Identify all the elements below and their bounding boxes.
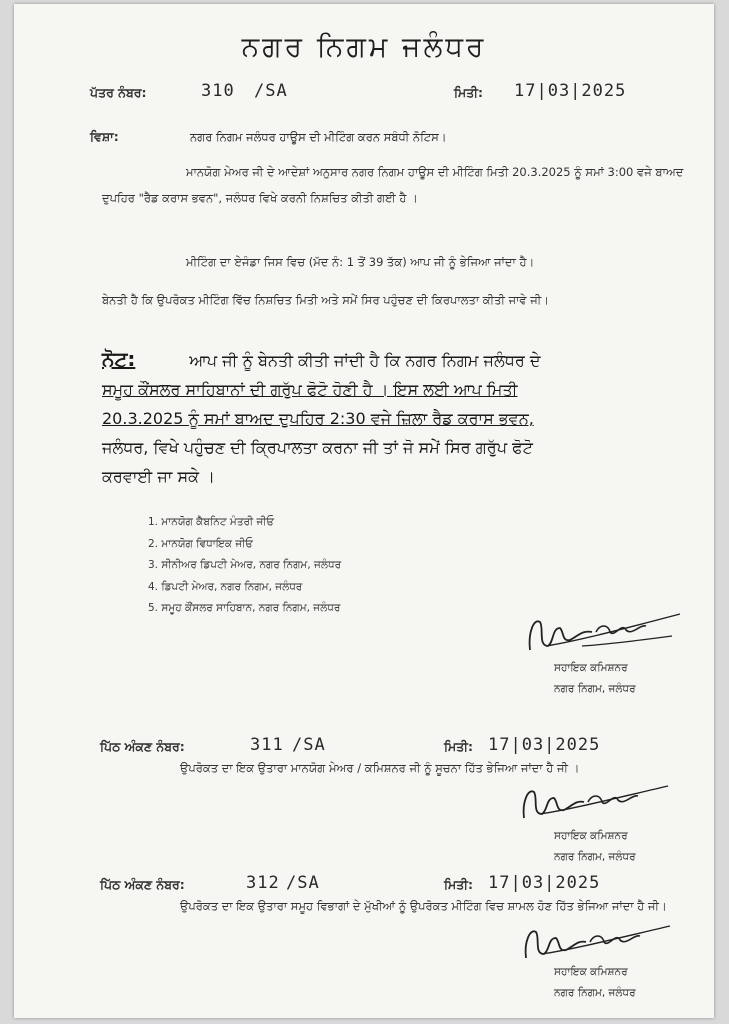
ref-suffix: /SA [254,81,288,101]
endorsement-2-signature-text [554,962,636,1004]
recipient-list [148,512,341,620]
list-item: 4. ਡਿਪਟੀ ਮੇਅਰ, ਨਗਰ ਨਿਗਮ, ਜਲੰਧਰ [148,580,303,593]
ref-label: ਪੱਤਰ ਨੰਬਰ: [90,85,147,100]
endorsement-2-number: 312 [246,873,280,893]
endorsement-2-text: ਉਪਰੋਕਤ ਦਾ ਇਕ ਉਤਾਰਾ ਸਮੂਹ ਵਿਭਾਗਾਂ ਦੇ ਮੁੱਖੀਆਂ ਨੂੰ ਉਪਰੋਕਤ ਮੀਟਿੰਗ ਵਿਚ ਸ਼ਾਮਲ ਹੋਣ ਹਿੱਤ ਭੇਜਿਆ ਜਾਂਦਾ ਹੈ ਜੀ। [180,899,667,913]
paragraph-1: ਮਾਨਯੋਗ ਮੇਅਰ ਜੀ ਦੇ ਆਦੇਸ਼ਾਂ ਅਨੁਸਾਰ ਨਗਰ ਨਿਗਮ ਹਾਊਸ ਦੀ ਮੀਟਿੰਗ ਮਿਤੀ 20.3.2025 ਨੂੰ ਸਮਾਂ 3:00 ਵਜੇ ਬਾਅਦ ਦੁਪਹਿਰ "ਰੈਡ ਕਰਾਸ ਭਵਨ", ਜਲੰਧਰ ਵਿਖੇ ਕਰਨੀ ਨਿਸ਼ਚਿਤ ਕੀਤੀ ਗਈ ਹੈ । [102,165,684,205]
note-block [102,345,688,491]
signature-title: ਸਹਾਇਕ ਕਮਿਸ਼ਨਰ [554,662,628,674]
subject-label: ਵਿਸ਼ਾ: [90,129,119,144]
paragraph-3: ਬੇਨਤੀ ਹੈ ਕਿ ਉਪਰੋਕਤ ਮੀਟਿੰਗ ਵਿੱਚ ਨਿਸ਼ਚਿਤ ਮਿਤੀ ਅਤੇ ਸਮੇਂ ਸਿਰ ਪਹੁੰਚਣ ਦੀ ਕਿਰਪਾਲਤਾ ਕੀਤੀ ਜਾਵੇ ਜੀ। [102,293,549,307]
paragraph-2: ਮੀਟਿੰਗ ਦਾ ਏਜੰਡਾ ਜਿਸ ਵਿਚ (ਮੱਦ ਨੰ: 1 ਤੋਂ 39 ਤੱਕ) ਆਪ ਜੀ ਨੂੰ ਭੇਜਿਆ ਜਾਂਦਾ ਹੈ। [186,255,535,269]
date-label: ਮਿਤੀ: [454,85,484,100]
endorsement-1-date-label: ਮਿਤੀ: [444,739,474,754]
page-title: ਨਗਰ ਨਿਗਮ ਜਲੰਧਰ [241,30,487,63]
signature-title: ਸਹਾਇਕ ਕਮਿਸ਼ਨਰ [554,966,628,978]
endorsement-1-date: 17|03|2025 [488,735,601,755]
signature-1-text [554,658,636,700]
note-line-3: 20.3.2025 ਨੂੰ ਸਮਾਂ ਬਾਅਦ ਦੁਪਹਿਰ 2:30 ਵਜੇ ਜ਼ਿਲਾ ਰੈਡ ਕਰਾਸ ਭਵਨ, [102,409,534,428]
subject-text: ਨਗਰ ਨਿਗਮ ਜਲੰਧਰ ਹਾਊਸ ਦੀ ਮੀਟਿੰਗ ਕਰਨ ਸਬੰਧੀ ਨੋਟਿਸ। [190,130,447,144]
list-item: 2. ਮਾਨਯੋਗ ਵਿਧਾਇਕ ਜੀਓ [148,537,253,550]
signature-image [518,776,678,828]
ref-number: 310 [201,81,235,101]
signature-org: ਨਗਰ ਨਿਗਮ, ਜਲੰਧਰ [554,683,636,695]
list-item: 5. ਸਮੂਹ ਕੌਂਸਲਰ ਸਾਹਿਬਾਨ, ਨਗਰ ਨਿਗਮ, ਜਲੰਧਰ [148,602,341,614]
list-item: 1. ਮਾਨਯੋਗ ਕੈਬਨਿਟ ਮੰਤਰੀ ਜੀਓ [148,516,275,528]
note-line-1: ਆਪ ਜੀ ਨੂੰ ਬੇਨਤੀ ਕੀਤੀ ਜਾਂਦੀ ਹੈ ਕਿ ਨਗਰ ਨਿਗਮ ਜਲੰਧਰ ਦੇ [189,351,541,370]
endorsement-2-label: ਪਿੱਠ ਅੰਕਣ ਨੰਬਰ: [100,877,185,892]
signature-org: ਨਗਰ ਨਿਗਮ, ਜਲੰਧਰ [554,987,636,999]
endorsement-1-signature-text [554,826,636,868]
signature-image [520,916,680,968]
signature-org: ਨਗਰ ਨਿਗਮ, ਜਲੰਧਰ [554,851,636,863]
endorsement-2-date: 17|03|2025 [488,873,601,893]
endorsement-1-suffix: /SA [292,735,326,755]
endorsement-1-label: ਪਿੱਠ ਅੰਕਣ ਨੰਬਰ: [100,739,185,754]
note-line-4: ਜਲੰਧਰ, ਵਿਖੇ ਪਹੁੰਚਣ ਦੀ ਕ੍ਰਿਪਾਲਤਾ ਕਰਨਾ ਜੀ ਤਾਂ ਜੋ ਸਮੇਂ ਸਿਰ ਗਰੁੱਪ ਫੋਟੋ [102,438,533,457]
list-item: 3. ਸੀਨੀਅਰ ਡਿਪਟੀ ਮੇਅਰ, ਨਗਰ ਨਿਗਮ, ਜਲੰਧਰ [148,559,342,571]
note-line-5: ਕਰਵਾਈ ਜਾ ਸਕੇ । [102,467,215,486]
document-page [14,4,714,1018]
endorsement-1-text: ਉਪਰੋਕਤ ਦਾ ਇਕ ਉਤਾਰਾ ਮਾਨਯੋਗ ਮੇਅਰ / ਕਮਿਸ਼ਨਰ ਜੀ ਨੂੰ ਸੂਚਨਾ ਹਿੱਤ ਭੇਜਿਆ ਜਾਂਦਾ ਹੈ ਜੀ । [180,761,580,775]
date-value: 17|03|2025 [514,81,627,101]
note-line-2: ਸਮੂਹ ਕੌਂਸਲਰ ਸਾਹਿਬਾਨਾਂ ਦੀ ਗਰੁੱਪ ਫੋਟੋ ਹੋਣੀ ਹੈ । ਇਸ ਲਈ ਆਪ ਮਿਤੀ [102,380,518,399]
signature-image [522,602,692,662]
endorsement-2-date-label: ਮਿਤੀ: [444,877,474,892]
note-heading: ਨੋਟ: [102,347,136,371]
endorsement-1-number: 311 [250,735,284,755]
endorsement-2-suffix: /SA [286,873,320,893]
signature-title: ਸਹਾਇਕ ਕਮਿਸ਼ਨਰ [554,830,628,842]
